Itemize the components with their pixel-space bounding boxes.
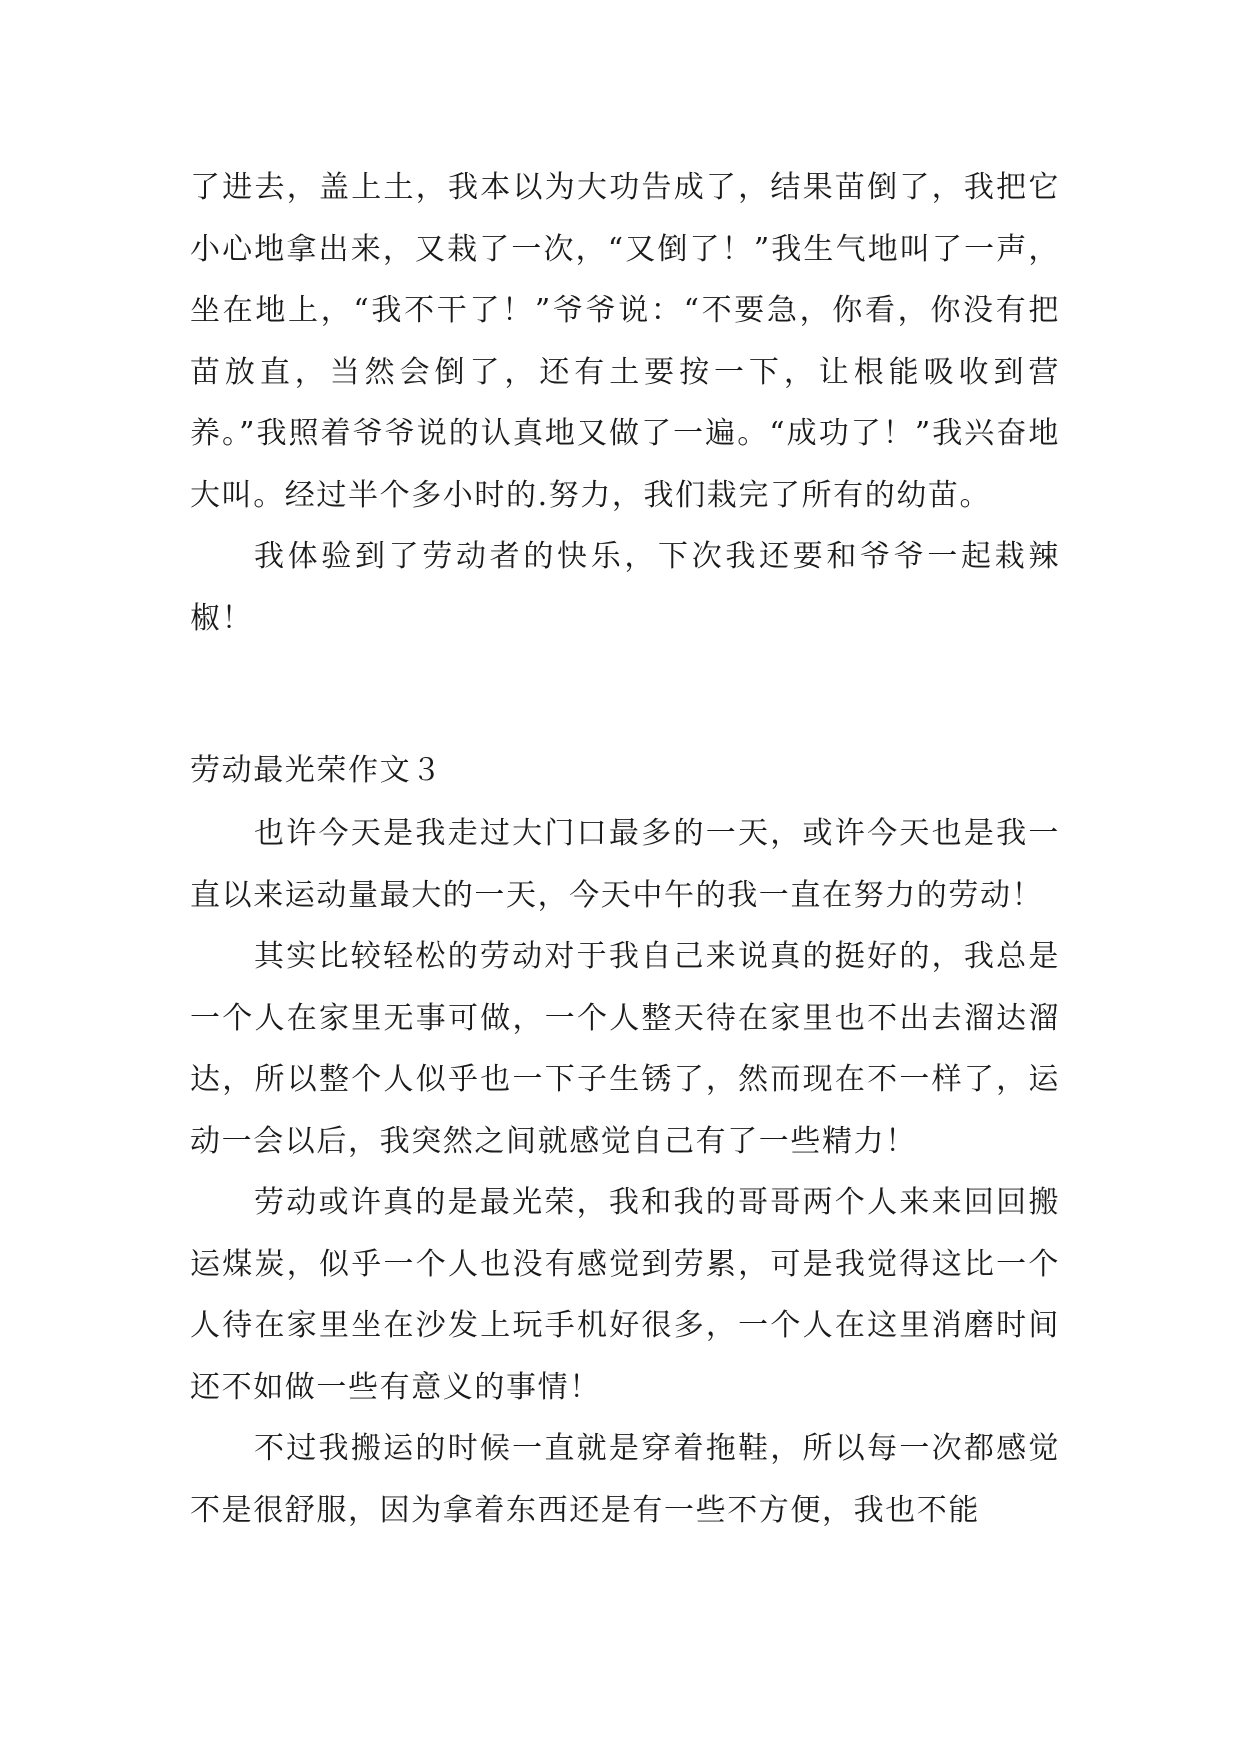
- essay3-paragraph-3: 劳动或许真的是最光荣，我和我的哥哥两个人来来回回搬运煤炭，似乎一个人也没有感觉到劳累，可是我觉得这比一个人待在家里坐在沙发上玩手机好很多，一个人在这里消磨时间还不如做一些有意义的事情！: [190, 1185, 1060, 1405]
- essay3-title: 劳动最光荣作文３: [190, 753, 443, 788]
- essay3-paragraph-4: 不过我搬运的时候一直就是穿着拖鞋，所以每一次都感觉不是很舒服，因为拿着东西还是有一些不方便，我也不能: [190, 1431, 1060, 1528]
- essay3-body: [190, 803, 1060, 1541]
- essay3-paragraph-1: 也许今天是我走过大门口最多的一天，或许今天也是我一直以来运动量最大的一天，今天中午的我一直在努力的劳动！: [190, 816, 1060, 913]
- continued-paragraph: 了进去，盖上土，我本以为大功告成了，结果苗倒了，我把它小心地拿出来，又栽了一次，“又倒了！”我生气地叫了一声，坐在地上，“我不干了！”爷爷说：“不要急，你看，你没有把苗放直，当然会倒了，还有土要按一下，让根能吸收到营养。”我照着爷爷说的认真地又做了一遍。“成功了！”我兴奋地大叫。经过半个多小时的.努力，我们栽完了所有的幼苗。: [190, 170, 1060, 513]
- essay2-ending: [190, 157, 1060, 649]
- closing-paragraph: 我体验到了劳动者的快乐，下次我还要和爷爷一起栽辣椒！: [190, 539, 1060, 636]
- essay3-paragraph-2: 其实比较轻松的劳动对于我自己来说真的挺好的，我总是一个人在家里无事可做，一个人整天待在家里也不出去溜达溜达，所以整个人似乎也一下子生锈了，然而现在不一样了，运动一会以后，我突然之间就感觉自己有了一些精力！: [190, 939, 1060, 1159]
